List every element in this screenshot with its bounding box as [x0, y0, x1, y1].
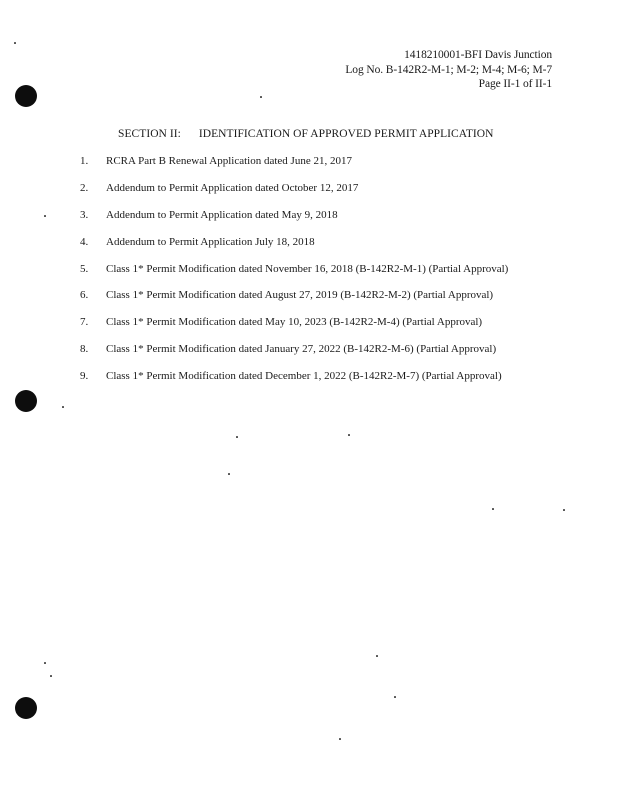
punch-hole-middle	[15, 390, 37, 412]
item-text: Addendum to Permit Application July 18, 2018	[106, 235, 315, 248]
scan-speck	[376, 655, 378, 657]
punch-hole-bottom	[15, 697, 37, 719]
scan-speck	[44, 215, 46, 217]
scan-speck	[563, 509, 565, 511]
item-number: 9.	[80, 370, 89, 383]
scan-speck	[348, 434, 350, 436]
section-heading	[118, 128, 494, 140]
item-number: 8.	[80, 343, 89, 356]
item-number: 3.	[80, 208, 89, 221]
document-header	[345, 48, 552, 92]
scan-speck	[339, 738, 341, 740]
item-number: 7.	[80, 316, 89, 329]
scan-speck	[14, 42, 16, 44]
item-text: Class 1* Permit Modification dated December 1, 2022 (B-142R2-M-7) (Partial Approval)	[106, 370, 502, 383]
item-text: RCRA Part B Renewal Application dated June 21, 2017	[106, 155, 352, 167]
scan-speck	[236, 436, 238, 438]
item-number: 6.	[80, 289, 89, 302]
facility-id: 1418210001-BFI Davis Junction	[404, 49, 552, 61]
scan-speck	[62, 406, 64, 408]
page-number: Page II-1 of II-1	[478, 78, 552, 90]
log-number: Log No. B-142R2-M-1; M-2; M-4; M-6; M-7	[345, 63, 552, 76]
scan-speck	[394, 696, 396, 698]
section-label: SECTION II:	[118, 128, 181, 140]
scan-speck	[50, 675, 52, 677]
punch-hole-top	[15, 85, 37, 107]
item-text: Addendum to Permit Application dated May 9, 2018	[106, 208, 338, 221]
scan-speck	[44, 662, 46, 664]
scan-speck	[260, 96, 262, 98]
item-text: Class 1* Permit Modification dated November 16, 2018 (B-142R2-M-1) (Partial Approval)	[106, 262, 509, 275]
item-text: Class 1* Permit Modification dated August 27, 2019 (B-142R2-M-2) (Partial Approval)	[106, 289, 494, 302]
scan-speck	[492, 508, 494, 510]
section-title: IDENTIFICATION OF APPROVED PERMIT APPLICATION	[198, 128, 494, 140]
item-number: 5.	[80, 262, 89, 275]
item-text: Class 1* Permit Modification dated January 27, 2022 (B-142R2-M-6) (Partial Approval)	[106, 343, 497, 356]
item-text: Class 1* Permit Modification dated May 10, 2023 (B-142R2-M-4) (Partial Approval)	[106, 316, 483, 329]
scan-speck	[228, 473, 230, 475]
item-text: Addendum to Permit Application dated October 12, 2017	[106, 181, 359, 194]
item-number: 2.	[80, 181, 89, 194]
item-number: 1.	[80, 155, 89, 167]
item-number: 4.	[80, 235, 89, 248]
